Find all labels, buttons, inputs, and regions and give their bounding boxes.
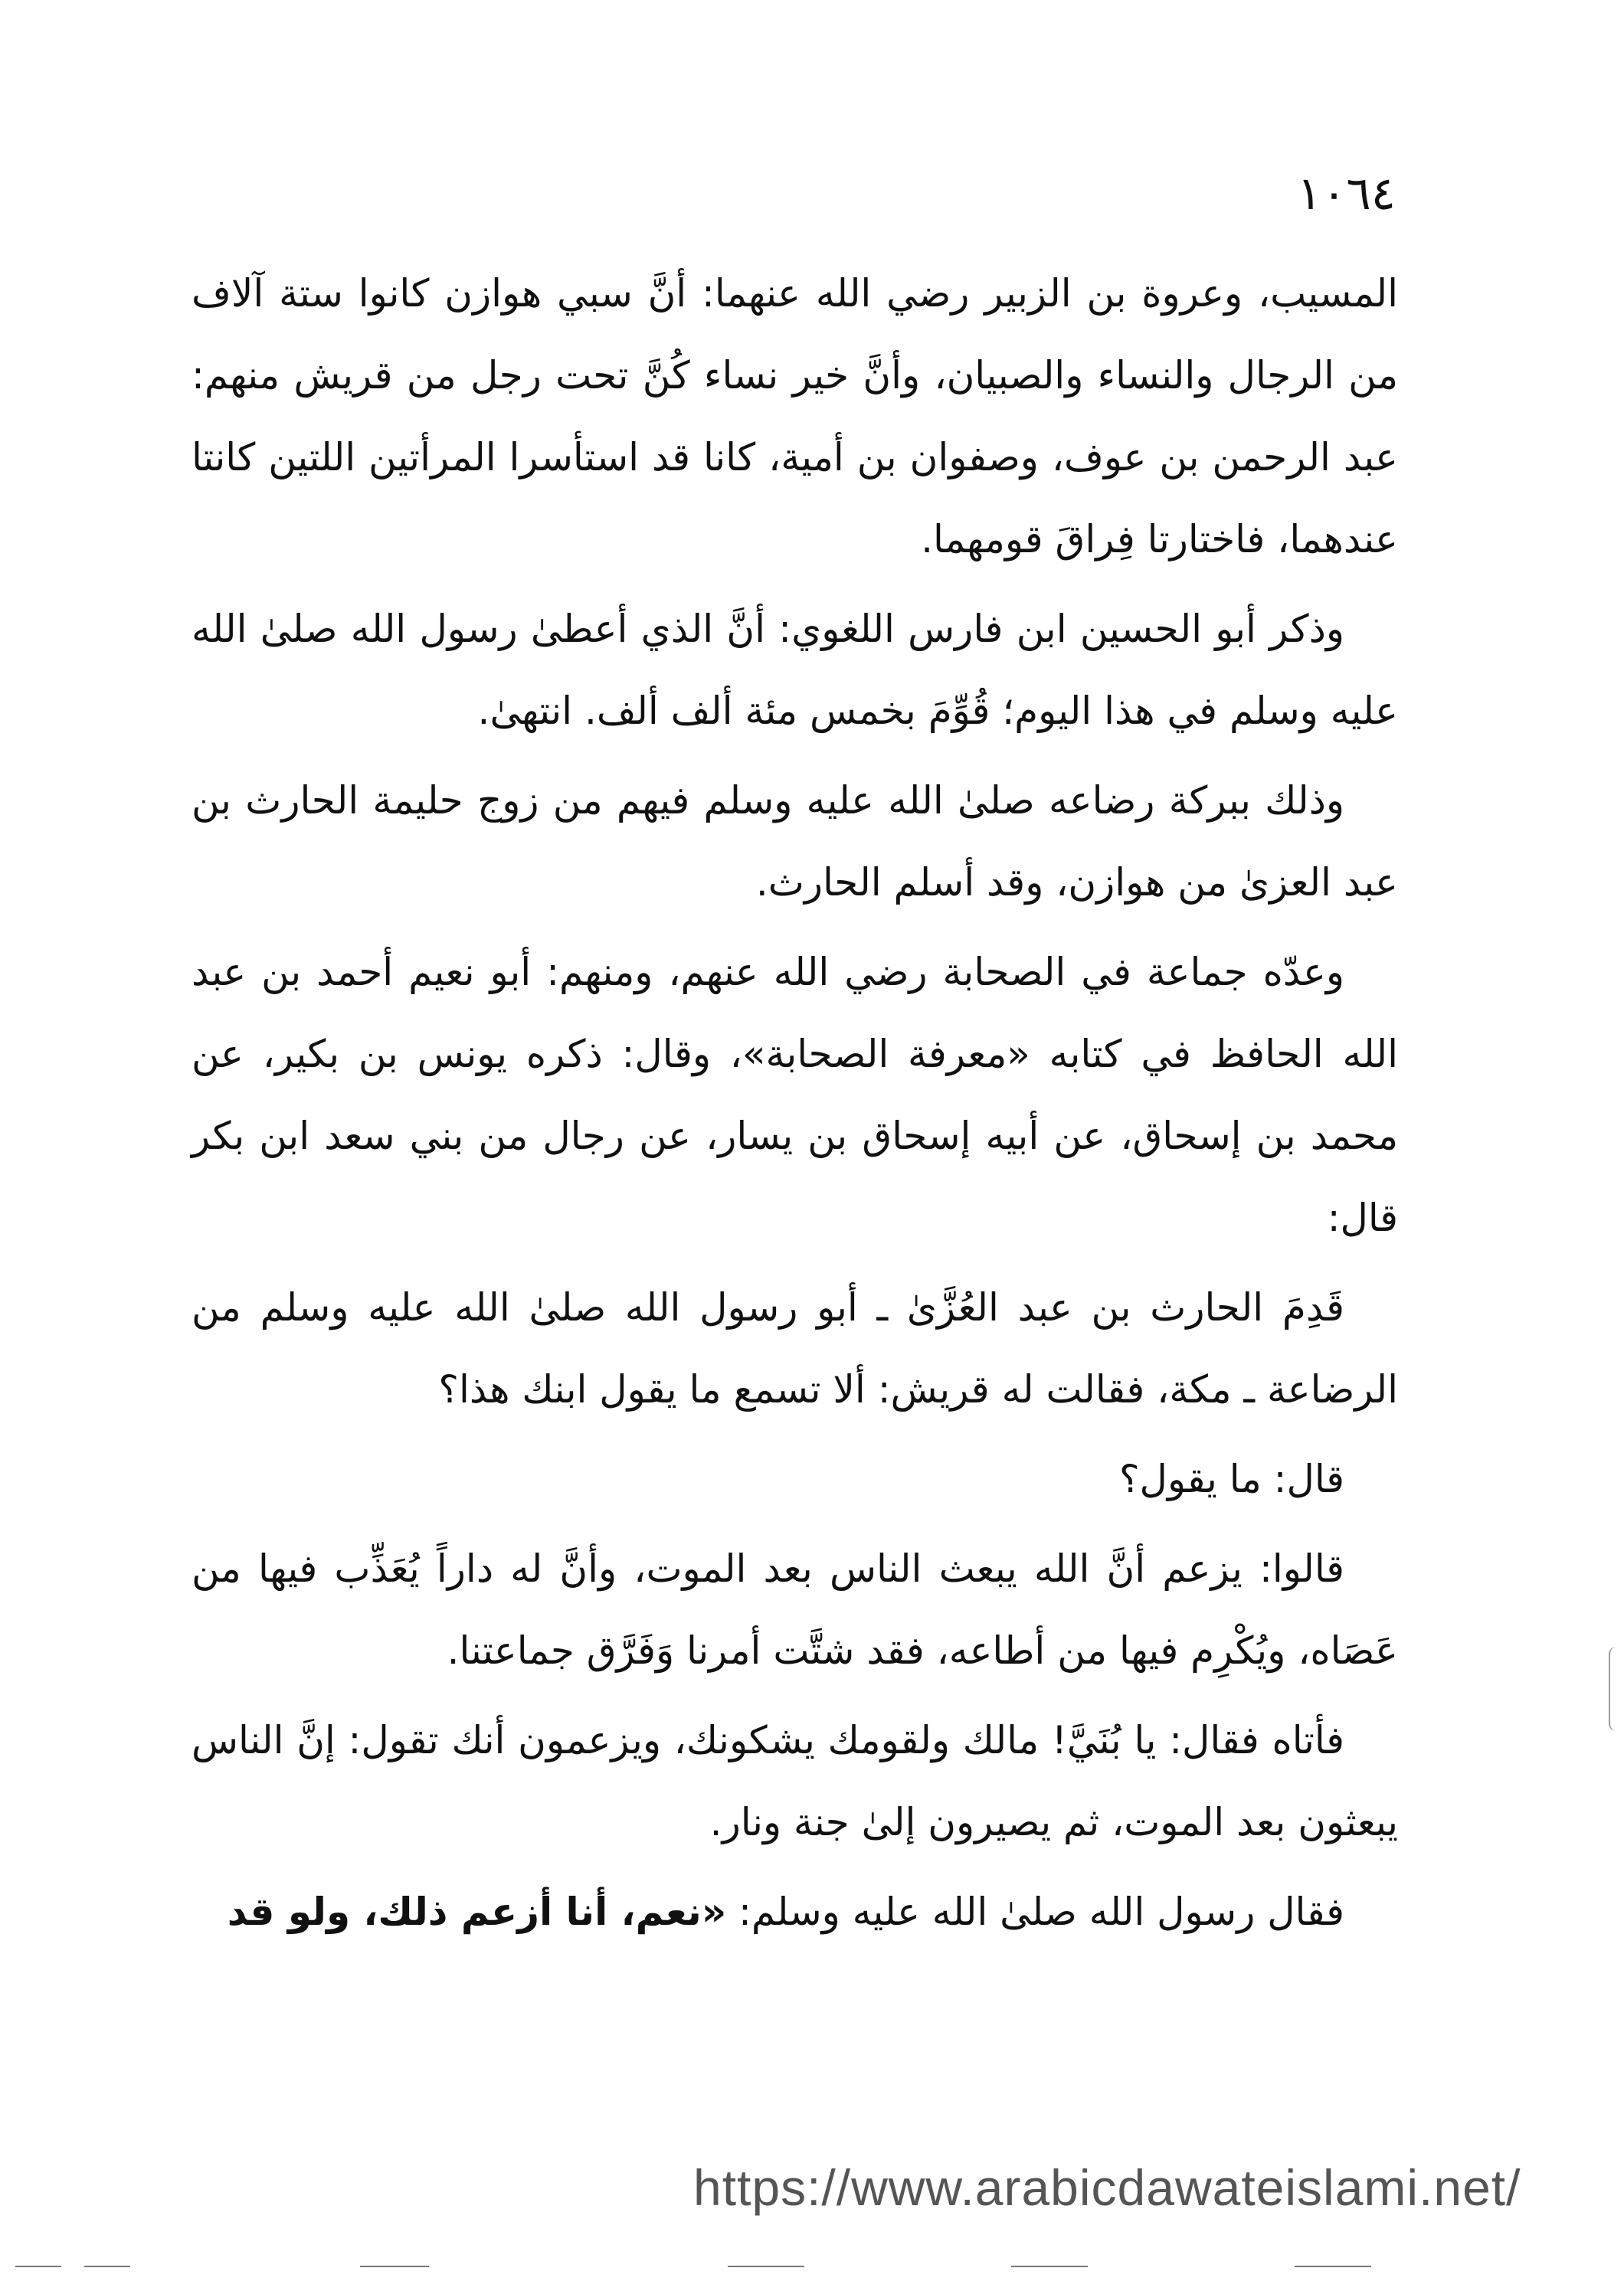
footer-rule — [728, 2266, 804, 2267]
paragraph-4: وعدّه جماعة في الصحابة رضي الله عنهم، ومنهم: أبو نعيم أحمد بن عبد الله الحافظ في كتابه «معرفة الصحابة»، وقال: ذكره يونس بن بكير، عن محمد بن إسحاق، عن أبيه إسحاق بن يسار، عن رجال من بني سعد ابن بكر قال: — [192, 950, 1398, 1240]
footer-rule — [1011, 2266, 1088, 2267]
page-number: ١٠٦٤ — [1297, 167, 1396, 221]
paragraph-1: المسيب، وعروة بن الزبير رضي الله عنهما: أنَّ سبي هوازن كانوا ستة آلاف من الرجال والنساء والصبيان، وأنَّ خير نساء كُنَّ تحت رجل من قريش منهم: عبد الرحمن بن عوف، وصفوان بن أمية، كانا قد استأسرا المرأتين اللتين كانتا عندهما، فاختارتا فِراقَ قومهما. — [192, 271, 1398, 561]
paragraph-5: قَدِمَ الحارث بن عبد العُزَّىٰ ـ أبو رسول الله صلىٰ الله عليه وسلم من الرضاعة ـ مكة، فقالت له قريش: ألا تسمع ما يقول ابنك هذا؟ — [192, 1285, 1398, 1412]
main-text — [192, 253, 1398, 1961]
footer-rule — [15, 2266, 61, 2267]
page-edge-mark — [1609, 1647, 1621, 1731]
paragraph-9 — [192, 1871, 1398, 1953]
paragraph-9-text: فقال رسول الله صلىٰ الله عليه وسلم: — [726, 1890, 1344, 1934]
footer-rule — [360, 2266, 429, 2267]
paragraph-8: فأتاه فقال: يا بُنَيَّ! مالك ولقومك يشكونك، ويزعمون أنك تقول: إنَّ الناس يبعثون بعد الموت، ثم يصيرون إلىٰ جنة ونار. — [192, 1718, 1398, 1844]
paragraph-7: قالوا: يزعم أنَّ الله يبعث الناس بعد الموت، وأنَّ له داراً يُعَذِّب فيها من عَصَاه، ويُكْرِم فيها من أطاعه، فقد شتَّت أمرنا وَفَرَّق جماعتنا. — [192, 1546, 1398, 1673]
paragraph-6: قال: ما يقول؟ — [1118, 1457, 1344, 1501]
footer-rule — [84, 2266, 130, 2267]
footer-rule — [1295, 2266, 1371, 2267]
website-watermark: https://www.arabicdawateislami.net/ — [693, 2159, 1521, 2216]
paragraph-3: وذلك ببركة رضاعه صلىٰ الله عليه وسلم فيهم من زوج حليمة الحارث بن عبد العزىٰ من هوازن، وقد أسلم الحارث. — [192, 778, 1398, 905]
paragraph-9-emphasis: «نعم، أنا أزعم ذلك، ولو قد — [227, 1890, 727, 1934]
footer-rules — [0, 2266, 1624, 2270]
paragraph-2: وذكر أبو الحسين ابن فارس اللغوي: أنَّ الذي أعطىٰ رسول الله صلىٰ الله عليه وسلم في هذا اليوم؛ قُوِّمَ بخمس مئة ألف ألف. انتهىٰ. — [192, 607, 1398, 733]
